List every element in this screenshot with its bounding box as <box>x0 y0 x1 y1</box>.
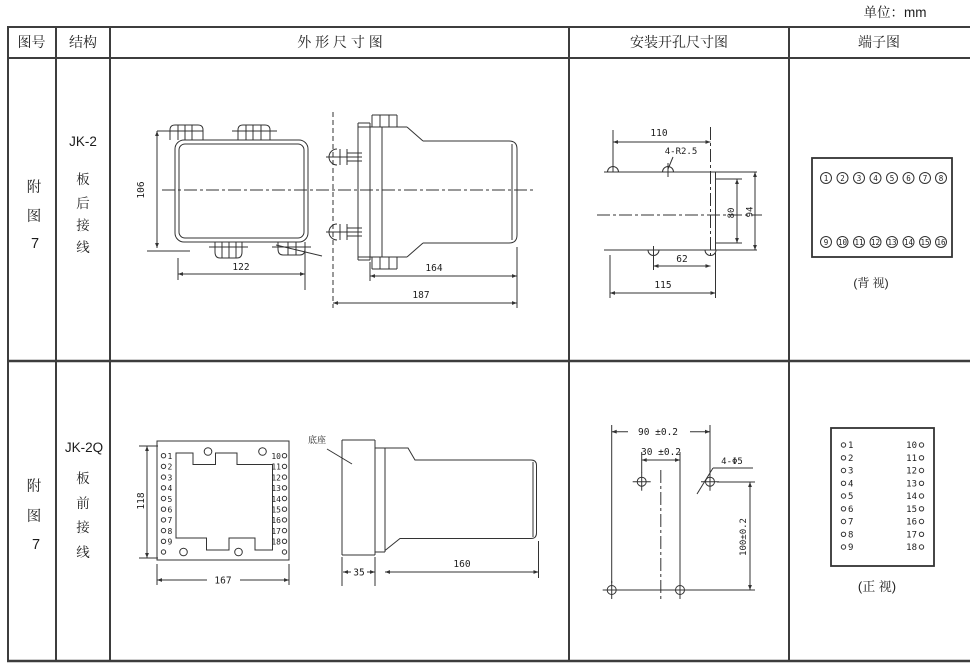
row1-terminal-diagram <box>812 158 952 257</box>
row2-fig-no <box>27 478 42 553</box>
terminal-number: 6 <box>906 173 911 183</box>
dim-label-110: 110 <box>650 128 668 139</box>
structure-char: 板 <box>76 172 90 187</box>
dim-label-62: 62 <box>676 254 688 265</box>
structure-char: 线 <box>76 240 90 255</box>
terminal-number: 7 <box>848 517 854 528</box>
terminal-number: 9 <box>848 543 854 554</box>
terminal-number: 15 <box>906 505 917 515</box>
mounting-hole <box>633 473 651 491</box>
dim-label-160: 160 <box>453 559 471 570</box>
dim-label-30: 30 ±0.2 <box>640 447 682 458</box>
terminal-number: 14 <box>903 237 914 247</box>
terminal-number: 13 <box>887 237 897 247</box>
row2-outline-side-view <box>327 440 539 586</box>
row1-fig-no <box>27 179 42 252</box>
fig-char: 附 <box>26 479 42 495</box>
fig-char: 7 <box>31 537 41 553</box>
terminal-number: 1 <box>167 452 173 461</box>
terminal-number: 4 <box>873 173 878 183</box>
terminal-number: 12 <box>271 473 281 483</box>
structure-char: 接 <box>76 520 90 535</box>
terminal-number: 18 <box>271 537 281 547</box>
model-label: JK-2Q <box>64 440 104 455</box>
fig-char: 7 <box>30 236 40 252</box>
row1-terminal-numbers <box>824 174 946 247</box>
terminal-number: 2 <box>848 454 854 464</box>
terminal-number: 8 <box>167 526 173 536</box>
terminal-number: 15 <box>920 237 930 247</box>
dim-label-94: 94 <box>745 206 756 218</box>
terminal-number: 8 <box>938 173 944 183</box>
row2-outline-front-view <box>139 441 289 585</box>
dim-label-118: 118 <box>136 492 147 510</box>
terminal-number: 9 <box>823 237 829 247</box>
terminal-number: 16 <box>271 516 281 526</box>
header-terminal: 端子图 <box>858 34 900 50</box>
terminal-number: 7 <box>167 516 173 526</box>
terminal-number: 14 <box>906 492 917 503</box>
structure-char: 线 <box>76 545 90 560</box>
hole-label-4-phi5: 4-Φ5 <box>721 457 743 467</box>
terminal-number: 18 <box>906 543 917 554</box>
table-header <box>18 34 901 50</box>
dim-label-80: 80 <box>727 207 737 219</box>
terminal-number: 3 <box>856 173 862 183</box>
terminal-number: 6 <box>167 505 173 515</box>
dim-label-106: 106 <box>136 181 147 199</box>
structure-char: 前 <box>76 496 90 511</box>
row1-structure <box>69 134 97 255</box>
row2-terminal-numbers <box>848 441 917 553</box>
terminal-number: 10 <box>271 452 281 461</box>
fig-char: 图 <box>26 209 42 225</box>
terminal-number: 13 <box>271 484 281 494</box>
terminal-number: 2 <box>840 173 845 183</box>
fig-char: 附 <box>26 180 42 196</box>
structure-char: 板 <box>76 471 90 486</box>
dim-label-187: 187 <box>412 290 430 301</box>
terminal-number: 14 <box>271 494 281 504</box>
slot-label-4-R2.5: 4-R2.5 <box>664 147 698 157</box>
terminal-number: 5 <box>167 494 173 504</box>
terminal-number: 5 <box>889 173 895 183</box>
terminal-number: 1 <box>823 173 829 183</box>
terminal-number: 11 <box>271 462 281 472</box>
dim-label-115: 115 <box>654 280 672 291</box>
dim-label-167: 167 <box>214 575 232 587</box>
header-outline: 外 形 尺 寸 图 <box>297 34 383 50</box>
terminal-number: 4 <box>167 484 173 494</box>
terminal-number: 3 <box>167 473 173 483</box>
terminal-number: 5 <box>848 492 854 503</box>
header-install: 安装开孔尺寸图 <box>630 34 728 50</box>
terminal-number: 16 <box>906 517 917 528</box>
terminal-number: 4 <box>848 479 854 490</box>
terminal-number: 6 <box>848 505 854 515</box>
mounting-hole <box>701 473 719 491</box>
model-label: JK-2 <box>69 134 97 149</box>
terminal-number: 10 <box>906 441 917 452</box>
dim-label-122: 122 <box>232 262 250 273</box>
terminal-number: 16 <box>936 237 946 247</box>
terminal-number: 11 <box>854 237 864 247</box>
terminal-number: 13 <box>906 479 917 490</box>
terminal-number: 12 <box>906 466 917 477</box>
terminal-number: 10 <box>837 237 848 247</box>
terminal-number: 17 <box>906 530 917 541</box>
row2-terminal-caption: (正 视) <box>857 579 897 594</box>
terminal-number: 1 <box>848 441 854 452</box>
terminal-number: 9 <box>167 537 173 547</box>
terminal-number: 8 <box>848 530 854 541</box>
terminal-number: 17 <box>271 526 281 536</box>
terminal-number: 11 <box>906 454 917 464</box>
unit-note: 单位：mm <box>863 5 927 20</box>
terminal-number: 3 <box>848 466 854 477</box>
mounting-hole <box>603 581 621 599</box>
terminal-number: 7 <box>922 173 928 183</box>
terminal-number: 2 <box>167 462 173 472</box>
structure-char: 后 <box>76 196 90 211</box>
terminal-number: 15 <box>271 505 281 515</box>
base-label: 底座 <box>307 436 327 446</box>
row1-terminal-caption: (背 视) <box>853 276 889 290</box>
dim-label-100: 100±0.2 <box>739 518 749 556</box>
row2-front-terminal-numbers <box>168 452 282 547</box>
table-grid <box>7 27 970 661</box>
dim-label-35: 35 <box>353 567 365 579</box>
header-structure: 结构 <box>69 34 97 50</box>
row2-terminal-diagram <box>831 428 934 566</box>
fig-char: 图 <box>26 509 42 525</box>
mounting-hole <box>671 581 689 599</box>
structure-char: 接 <box>76 218 90 233</box>
terminal-screw <box>326 149 362 165</box>
dim-label-90: 90 ±0.2 <box>637 427 679 438</box>
dim-label-164: 164 <box>425 263 443 274</box>
terminal-number: 12 <box>870 237 881 247</box>
row1-outline-side-view <box>326 112 517 308</box>
row2-structure <box>65 440 103 560</box>
terminal-screw <box>326 224 362 240</box>
header-fig-no: 图号 <box>17 34 46 50</box>
